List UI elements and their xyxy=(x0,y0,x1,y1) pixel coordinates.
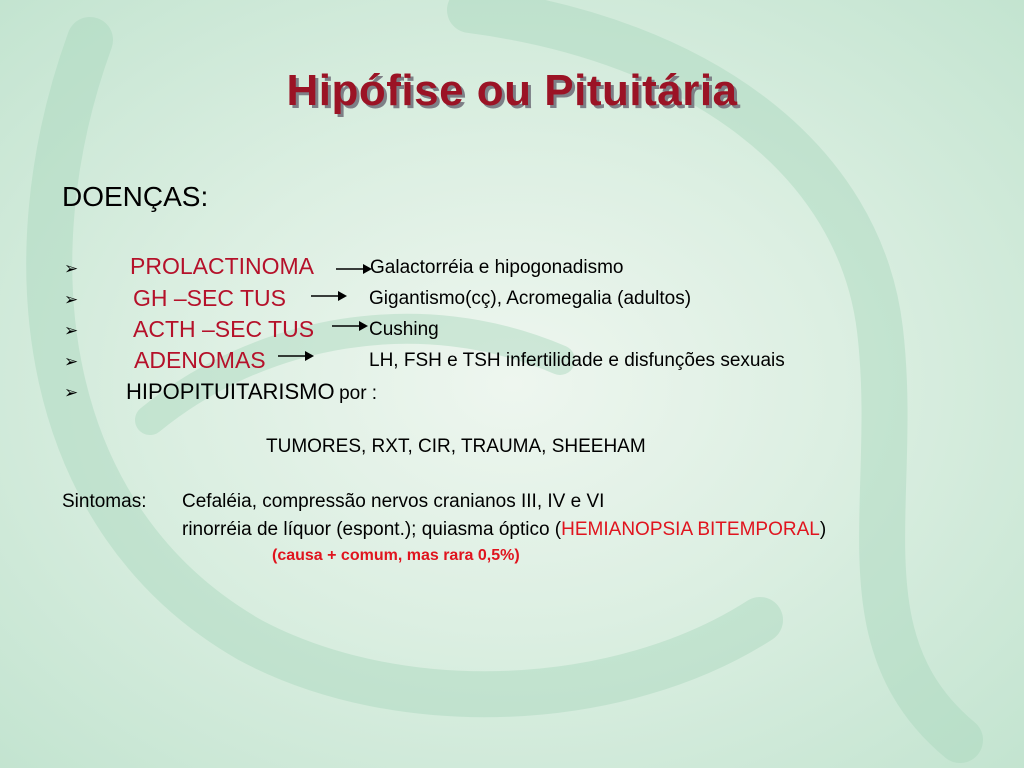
disease-term: GH –SEC TUS xyxy=(133,285,286,311)
symptoms-line-2-prefix: rinorréia de líquor (espont.); quiasma óptico ( xyxy=(182,519,562,540)
arrow-icon xyxy=(332,319,368,331)
symptoms-line-2 xyxy=(182,519,826,541)
prevalence-note: (causa + comum, mas rara 0,5%) xyxy=(272,547,520,564)
arrowhead-bullet-icon: ➢ xyxy=(64,352,79,371)
slide-title: Hipófise ou Pituitária xyxy=(286,66,738,115)
arrow-icon xyxy=(336,262,372,274)
symptoms-label: Sintomas: xyxy=(62,491,147,512)
arrowhead-bullet-icon: ➢ xyxy=(64,383,79,402)
arrowhead-bullet-icon: ➢ xyxy=(64,321,79,340)
arrowhead-bullet-icon: ➢ xyxy=(64,259,79,278)
disease-term: PROLACTINOMA xyxy=(130,253,315,279)
disease-description: Cushing xyxy=(369,319,439,340)
hypopituitarism-term: HIPOPITUITARISMO xyxy=(126,379,335,404)
disease-description: Galactorréia e hipogonadismo xyxy=(370,257,624,278)
arrow-icon xyxy=(278,349,314,361)
hypopituitarism-line xyxy=(126,379,377,405)
symptoms-line-2-suffix: ) xyxy=(819,519,827,540)
hemianopsia-highlight: HEMIANOPSIA BITEMPORAL xyxy=(561,519,820,540)
hypopituitarism-causes: TUMORES, RXT, CIR, TRAUMA, SHEEHAM xyxy=(266,436,646,457)
hypopituitarism-suffix: por : xyxy=(339,383,378,404)
disease-term: ADENOMAS xyxy=(134,347,266,373)
arrowhead-bullet-icon: ➢ xyxy=(64,290,79,309)
disease-description: Gigantismo(cç), Acromegalia (adultos) xyxy=(369,288,692,309)
section-heading: DOENÇAS: xyxy=(62,181,209,212)
disease-description: LH, FSH e TSH infertilidade e disfunções sexuais xyxy=(369,350,785,371)
disease-term: ACTH –SEC TUS xyxy=(133,316,315,342)
symptoms-line-1: Cefaléia, compressão nervos cranianos III, IV e VI xyxy=(182,491,605,512)
arrow-icon xyxy=(311,289,347,301)
